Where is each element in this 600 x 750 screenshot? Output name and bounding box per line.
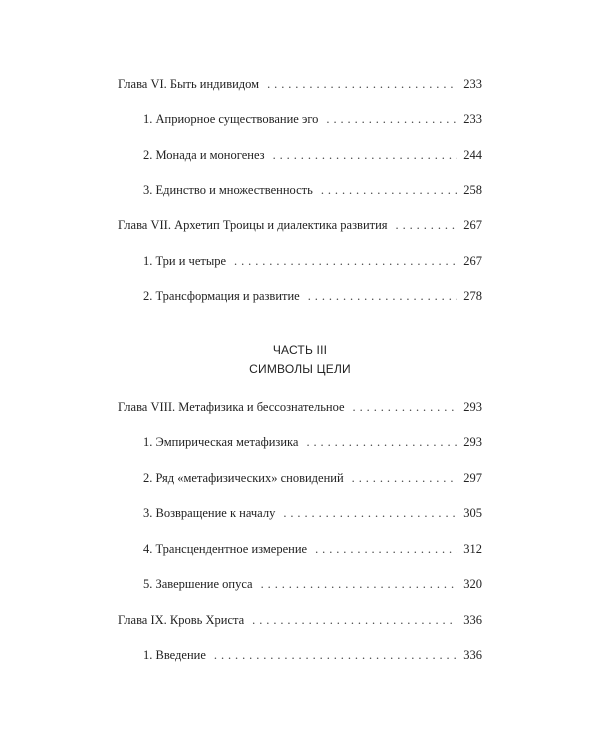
- toc-entry-section[interactable]: [143, 506, 482, 522]
- part-title: СИМВОЛЫ ЦЕЛИ: [249, 362, 351, 376]
- toc-entry-title: Глава IX. Кровь Христа: [118, 613, 245, 627]
- toc-entry-title: 1. Три и четыре: [143, 254, 227, 268]
- toc-entry-title: 3. Единство и множественность: [143, 183, 313, 197]
- dot-leader: [352, 471, 458, 486]
- toc-entry-page: 293: [463, 400, 482, 414]
- dot-leader: [261, 577, 458, 592]
- toc-entry-page: 312: [463, 542, 482, 556]
- toc-entry-page: 305: [463, 506, 482, 520]
- dot-leader: [214, 648, 457, 663]
- toc-entry-title: 1. Априорное существование эго: [143, 112, 319, 126]
- dot-leader: [306, 435, 457, 450]
- toc-entry-title: 4. Трансцендентное измерение: [143, 542, 308, 556]
- dot-leader: [353, 400, 458, 415]
- dot-leader: [234, 254, 457, 269]
- dot-leader: [308, 289, 458, 304]
- toc-entry-section[interactable]: [143, 254, 482, 270]
- dot-leader: [326, 112, 457, 127]
- toc-entry-title: 2. Ряд «метафизических» сновидений: [143, 471, 344, 485]
- toc-entry-title: 2. Монада и моногенез: [143, 148, 265, 162]
- toc-entry-page: 297: [463, 471, 482, 485]
- dot-leader: [252, 613, 457, 628]
- toc-entry-page: 233: [463, 112, 482, 126]
- toc-entry-title: Глава VI. Быть индивидом: [118, 77, 260, 91]
- toc-entry-section[interactable]: [143, 542, 482, 558]
- toc-entry-section[interactable]: [143, 648, 482, 664]
- toc-entry-title: Глава VII. Архетип Троицы и диалектика развития: [118, 218, 388, 232]
- toc-entry-section[interactable]: [143, 435, 482, 451]
- toc-entry-page: 233: [463, 77, 482, 91]
- part-number: ЧАСТЬ III: [272, 343, 328, 357]
- dot-leader: [396, 218, 458, 233]
- dot-leader: [321, 183, 457, 198]
- toc-entry-section[interactable]: [143, 112, 482, 128]
- dot-leader: [273, 148, 458, 163]
- toc-entry-title: 5. Завершение опуса: [143, 577, 253, 591]
- toc-entry-page: 293: [463, 435, 482, 449]
- toc-entry-chapter[interactable]: [118, 613, 482, 629]
- toc-entry-page: 244: [463, 148, 482, 162]
- toc-entry-page: 336: [463, 648, 482, 662]
- toc-entry-title: 2. Трансформация и развитие: [143, 289, 300, 303]
- toc-entry-title: 1. Введение: [143, 648, 206, 662]
- toc-entry-section[interactable]: [143, 471, 482, 487]
- toc-entry-chapter[interactable]: [118, 77, 482, 93]
- toc-entry-title: Глава VIII. Метафизика и бессознательное: [118, 400, 345, 414]
- toc-entry-page: 278: [463, 289, 482, 303]
- toc-entry-page: 320: [463, 577, 482, 591]
- toc-entry-chapter[interactable]: [118, 400, 482, 416]
- toc-entry-page: 267: [463, 254, 482, 268]
- toc-entry-page: 336: [463, 613, 482, 627]
- toc-entry-section[interactable]: [143, 577, 482, 593]
- dot-leader: [315, 542, 457, 557]
- toc-entry-page: 258: [463, 183, 482, 197]
- dot-leader: [283, 506, 457, 521]
- toc-entry-section[interactable]: [143, 289, 482, 305]
- toc-entry-title: 3. Возвращение к началу: [143, 506, 276, 520]
- dot-leader: [267, 77, 457, 92]
- toc-entry-section[interactable]: [143, 183, 482, 199]
- toc-entry-page: 267: [463, 218, 482, 232]
- toc-entry-chapter[interactable]: [118, 218, 482, 234]
- toc-entry-title: 1. Эмпирическая метафизика: [143, 435, 299, 449]
- toc-entry-section[interactable]: [143, 148, 482, 164]
